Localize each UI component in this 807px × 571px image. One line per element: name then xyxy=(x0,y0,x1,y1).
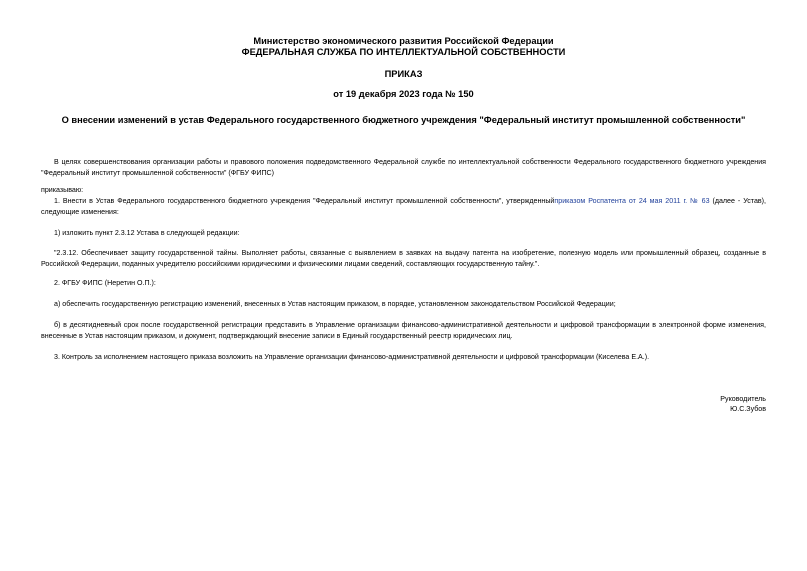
service-name: ФЕДЕРАЛЬНАЯ СЛУЖБА ПО ИНТЕЛЛЕКТУАЛЬНОЙ СОБСТВЕННОСТИ xyxy=(241,47,566,57)
doc-title: О внесении изменений в устав Федерального государственного бюджетного учреждения "Федеральный институт промышленной собственности" xyxy=(61,115,746,125)
ministry-name: Министерство экономического развития Российской Федерации xyxy=(253,36,554,46)
quote-paragraph: "2.3.12. Обеспечивает защиту государственной тайны. Выполняет работы, связанные с выявлением в заявках на выдачу патента на изобретение, полезную модель или промышленный образец, созданные в Российской Федерации, поданных учредителю российскими юридическими и физическими лицами сведений, составляющих государственную тайну.". xyxy=(41,249,766,268)
preamble-paragraph: В целях совершенствования организации работы и правового положения подведомственного Федеральной службе по интеллектуальной собственности Федерального государственного бюджетного учреждения "Федеральный институт промышленной собственности" (ФГБУ ФИПС) xyxy=(41,158,766,177)
item-2-paragraph: 2. ФГБУ ФИПС (Неретин О.П.): xyxy=(54,279,156,287)
item-1-subpoint: 1) изложить пункт 2.3.12 Устава в следующей редакции: xyxy=(54,229,240,237)
signature-name: Ю.С.Зубов xyxy=(730,405,766,413)
item-2b-paragraph: б) в десятидневный срок после государственной регистрации представить в Управление организации финансово-административной деятельности и цифровой трансформации в электронной форме изменения, внесенные в Устав настоящим приказом, и документ, подтверждающий внесение записи в Единый государственный реестр юридических лиц. xyxy=(41,321,766,340)
item-1-paragraph xyxy=(41,196,766,217)
doc-type: ПРИКАЗ xyxy=(384,69,423,79)
doc-date-number: от 19 декабря 2023 года № 150 xyxy=(333,89,474,99)
order-link[interactable]: приказом Роспатента от 24 мая 2011 г. № 63 xyxy=(554,197,710,205)
item-1-text-after: (далее - Устав), следующие изменения: xyxy=(41,197,766,216)
item-2a-paragraph: а) обеспечить государственную регистрацию изменений, внесенных в Устав настоящим приказом, в порядке, установленном законодательством Российской Федерации; xyxy=(54,300,616,308)
item-3-paragraph: 3. Контроль за исполнением настоящего приказа возложить на Управление организации финансово-административной деятельности и цифровой трансформации (Киселева Е.А.). xyxy=(54,353,650,361)
order-word: приказываю: xyxy=(41,186,84,194)
item-1-text: 1. Внести в Устав Федерального государственного бюджетного учреждения "Федеральный институт промышленной собственности", утвержденный xyxy=(54,197,555,205)
signature-position: Руководитель xyxy=(720,395,766,403)
